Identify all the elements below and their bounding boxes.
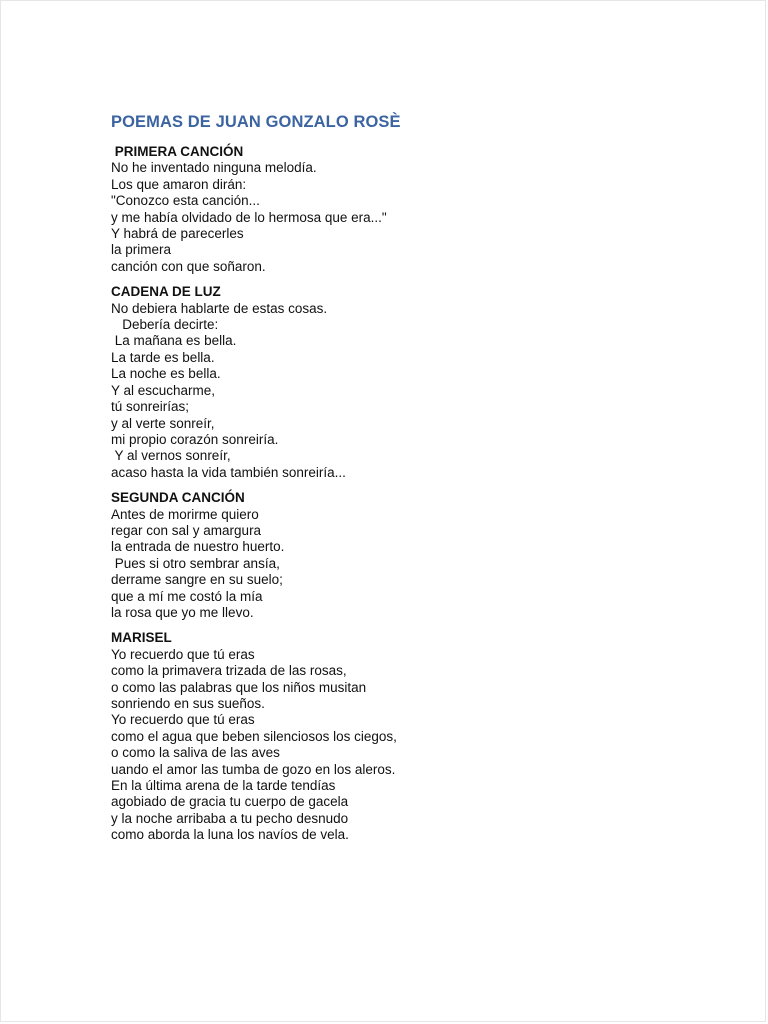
poem-line: canción con que soñaron. (111, 258, 266, 274)
poem-line: La mañana es bella. (111, 333, 237, 349)
poem-line: agobiado de gracia tu cuerpo de gacela (111, 794, 349, 810)
poem-line: Debería decirte: (111, 317, 219, 333)
document-content (111, 112, 731, 853)
poem-section (111, 630, 731, 843)
poem-line: La tarde es bella. (111, 349, 215, 365)
poem-line: Antes de morirme quiero (111, 506, 259, 522)
poem-line: derrame sangre en su suelo; (111, 572, 283, 588)
poem-section (111, 490, 731, 621)
poem-line: la entrada de nuestro huerto. (111, 539, 285, 555)
poem-line: Y al escucharme, (111, 382, 216, 398)
poem-line: y me había olvidado de lo hermosa que era..." (111, 209, 387, 225)
poem-line: sonriendo en sus sueños. (111, 696, 265, 711)
poems-container (111, 144, 731, 844)
poem-line: como la primavera trizada de las rosas, (111, 663, 347, 679)
poem-line: la primera (111, 242, 172, 258)
document-title: POEMAS DE JUAN GONZALO ROSÈ (111, 113, 401, 131)
poem-line: regar con sal y amargura (111, 522, 262, 538)
poem-line: mi propio corazón sonreiría. (111, 431, 279, 447)
poem-line: tú sonreirías; (111, 399, 190, 415)
poem-line: Y al vernos sonreír, (111, 448, 231, 464)
poem-line: La noche es bella. (111, 366, 221, 382)
poem-title: SEGUNDA CANCIÓN (111, 490, 245, 506)
poem-line: y al verte sonreír, (111, 415, 215, 431)
poem-line: En la última arena de la tarde tendías (111, 778, 336, 794)
poem-line: acaso hasta la vida también sonreiría... (111, 464, 346, 480)
poem-line: No debiera hablarte de estas cosas. (111, 300, 328, 316)
poem-line: que a mí me costó la mía (111, 588, 263, 604)
poem-line: o como la saliva de las aves (111, 745, 280, 761)
poem-line: y la noche arribaba a tu pecho desnudo (111, 810, 349, 826)
poem-line: No he inventado ninguna melodía. (111, 160, 317, 176)
poem-section (111, 144, 731, 275)
poem-line: o como las palabras que los niños musitan (111, 679, 367, 695)
poem-line: como aborda la luna los navíos de vela. (111, 827, 349, 843)
poem-line: Y habrá de parecerles (111, 226, 244, 242)
poem-line: la rosa que yo me llevo. (111, 604, 254, 620)
poem-section (111, 284, 731, 481)
poem-line: Yo recuerdo que tú eras (111, 712, 255, 728)
poem-line: Yo recuerdo que tú eras (111, 646, 255, 662)
poem-line: Los que amaron dirán: (111, 176, 247, 192)
poem-line: uando el amor las tumba de gozo en los aleros. (111, 761, 396, 777)
poem-title: PRIMERA CANCIÓN (111, 144, 244, 159)
poem-line: Pues si otro sembrar ansía, (111, 555, 280, 571)
poem-title: CADENA DE LUZ (111, 284, 221, 300)
poem-line: "Conozco esta canción... (111, 193, 260, 209)
poem-title: MARISEL (111, 630, 172, 646)
poem-line: como el agua que beben silenciosos los ciegos, (111, 728, 397, 744)
